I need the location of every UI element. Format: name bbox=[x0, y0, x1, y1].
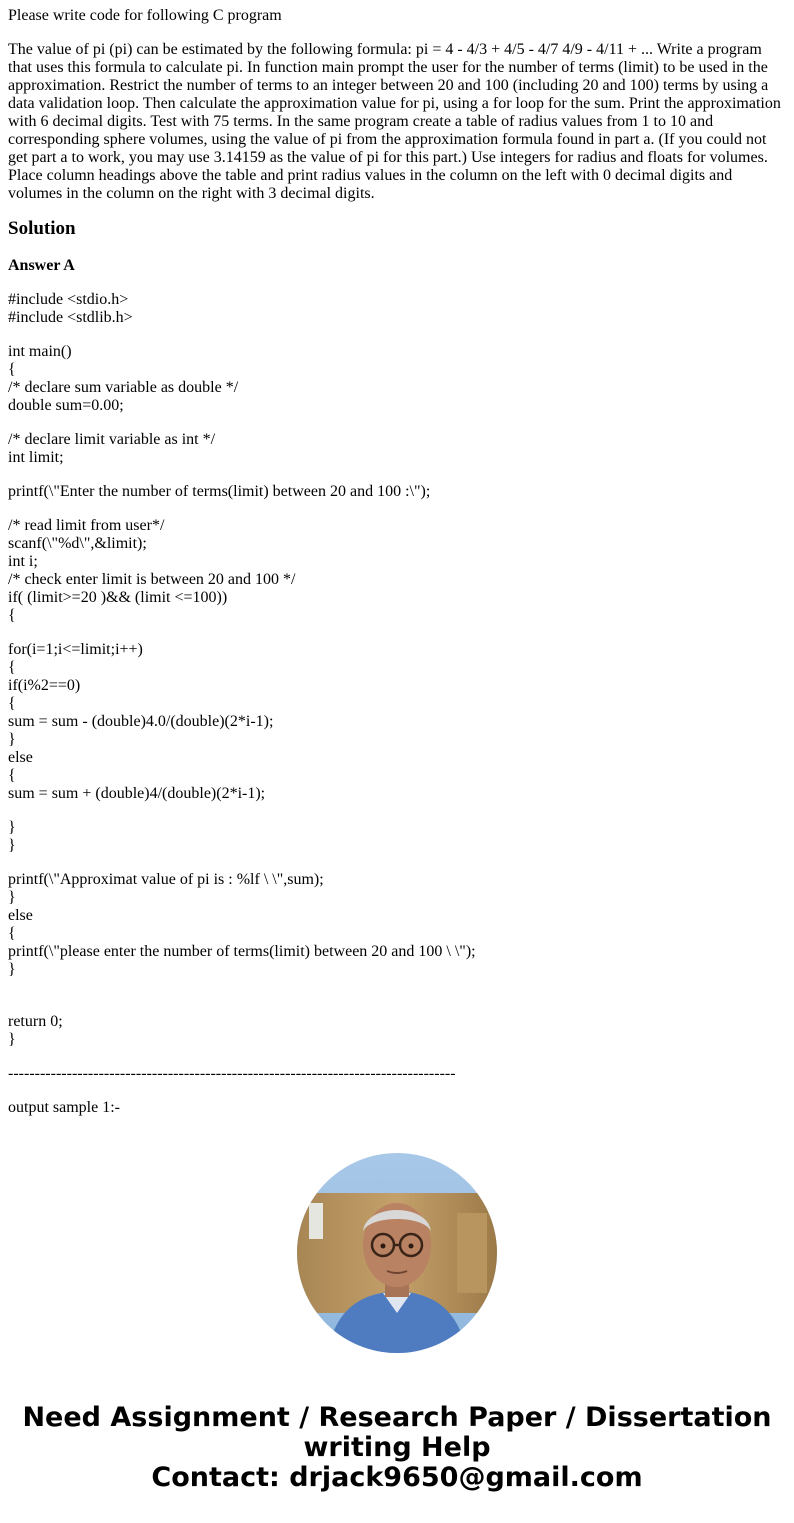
code-line: printf(\"Enter the number of terms(limit) between 20 and 100 :\"); bbox=[8, 483, 431, 500]
code-line: /* read limit from user*/ bbox=[8, 517, 165, 534]
code-line: if( (limit>=20 )&& (limit <=100)) bbox=[8, 589, 228, 606]
promo-line-2: writing Help bbox=[303, 1432, 491, 1463]
code-line: if(i%2==0) bbox=[8, 677, 81, 694]
author-avatar bbox=[297, 1153, 497, 1353]
code-line: for(i=1;i<=limit;i++) bbox=[8, 641, 143, 658]
code-block bbox=[8, 517, 786, 625]
code-line: /* declare sum variable as double */ bbox=[8, 379, 239, 396]
code-line: { bbox=[8, 659, 16, 676]
code-line: } bbox=[8, 731, 16, 748]
code-line: sum = sum + (double)4/(double)(2*i-1); bbox=[8, 785, 266, 802]
code-line: } bbox=[8, 961, 16, 978]
code-block bbox=[8, 431, 786, 467]
output-sample-label: output sample 1:- bbox=[8, 1099, 120, 1116]
code-line: return 0; bbox=[8, 1013, 63, 1030]
solution-heading: Solution bbox=[8, 218, 76, 239]
promo-banner bbox=[0, 1403, 794, 1493]
code-line: int limit; bbox=[8, 449, 64, 466]
code-line: else bbox=[8, 749, 33, 766]
code-line: } bbox=[8, 819, 16, 836]
author-portrait bbox=[297, 1153, 497, 1353]
code-line: { bbox=[8, 361, 16, 378]
promo-contact: Contact: drjack9650@gmail.com bbox=[151, 1462, 643, 1493]
code-block bbox=[8, 291, 786, 327]
code-line: #include <stdlib.h> bbox=[8, 309, 133, 326]
code-line: double sum=0.00; bbox=[8, 397, 124, 414]
code-block bbox=[8, 1013, 786, 1049]
code-line: } bbox=[8, 889, 16, 906]
code-line bbox=[8, 979, 786, 997]
code-line: } bbox=[8, 1031, 16, 1048]
code-line: printf(\"Approximat value of pi is : %lf \ \",sum); bbox=[8, 871, 324, 888]
code-line: scanf(\"%d\",&limit); bbox=[8, 535, 147, 552]
code-line: /* declare limit variable as int */ bbox=[8, 431, 216, 448]
code-listing bbox=[8, 291, 786, 1049]
document-content bbox=[8, 7, 786, 1117]
code-line: { bbox=[8, 695, 16, 712]
question-text: The value of pi (pi) can be estimated by the following formula: pi = 4 - 4/3 + 4/5 - 4/7 4/9 - 4/11 + ... Write a program that uses this formula to calculate pi. In function main prompt the user for the number of terms (limit) to be used in the approximation. Restrict the number of terms to an integer between 20 and 100 (including 20 and 100) terms by using a data validation loop. Then calculate the approximation value for pi, using a for loop for the sum. Print the approximation with 6 decimal digits. Test with 75 terms. In the same program create a table of radius values from 1 to 10 and corresponding sphere volumes, using the value of pi from the approximation formula found in part a. (If you could not get part a to work, you may use 3.14159 as the value of pi for this part.) Use integers for radius and floats for volumes. Place column headings above the table and print radius values in the column on the left with 0 decimal digits and volumes in the column on the right with 3 decimal digits. bbox=[8, 41, 781, 202]
code-block bbox=[8, 483, 786, 501]
question-intro: Please write code for following C program bbox=[8, 7, 282, 24]
promo-line-1: Need Assignment / Research Paper / Dissertation bbox=[22, 1402, 772, 1433]
code-line: { bbox=[8, 607, 16, 624]
code-line: } bbox=[8, 837, 16, 854]
code-line: else bbox=[8, 907, 33, 924]
code-line: int main() bbox=[8, 343, 72, 360]
code-block bbox=[8, 343, 786, 415]
code-line: printf(\"please enter the number of terms(limit) between 20 and 100 \ \"); bbox=[8, 943, 476, 960]
answer-heading: Answer A bbox=[8, 257, 75, 274]
code-line: int i; bbox=[8, 553, 38, 570]
code-line: #include <stdio.h> bbox=[8, 291, 129, 308]
code-line: { bbox=[8, 767, 16, 784]
divider-line: ------------------------------------------------------------------------------------ bbox=[8, 1065, 456, 1082]
code-block bbox=[8, 641, 786, 803]
code-line: { bbox=[8, 925, 16, 942]
code-line: /* check enter limit is between 20 and 100 */ bbox=[8, 571, 296, 588]
code-block bbox=[8, 871, 786, 997]
code-line: sum = sum - (double)4.0/(double)(2*i-1); bbox=[8, 713, 274, 730]
code-block bbox=[8, 819, 786, 855]
